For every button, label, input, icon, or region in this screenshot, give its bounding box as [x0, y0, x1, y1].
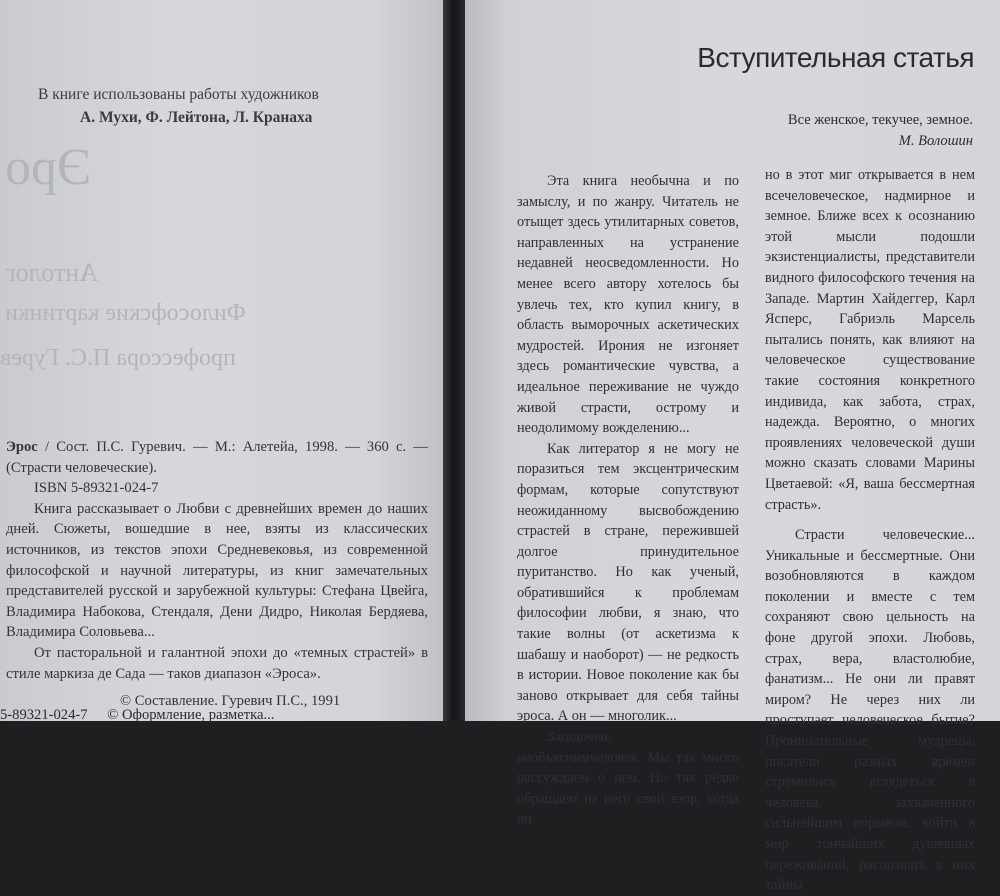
ghost-title: Эро	[5, 139, 92, 196]
left-page	[0, 0, 443, 721]
epigraph-text: Все женское, текучее, земное.	[787, 112, 973, 128]
body-paragraph: Загадочен, необъяснимчеловек. Мы так много рассуждаем о нем. Но так редко обращаем на него свой взор, когда он	[517, 729, 739, 828]
text-column-right	[765, 165, 975, 896]
body-paragraph: Как литератор я не могу не поразиться тем эксцентрическим формам, которые сопутствуют неожиданному высвобождению страстей в стране, пережившей долгое принудительное пуританство. Но как ученый, обратившийся к проблемам философии любви, я знаю, что такие волны (от аскетизма к шабашу и наоборот) — не редкость в истории. Новое поколение как бы заново открывает для себя тайны эроса. А он — многолик...	[517, 440, 739, 725]
epigraph-author: М. Волошин	[898, 133, 973, 149]
ghost-line: профессора П.С. Гурев	[0, 345, 236, 371]
biblio-entry	[6, 437, 428, 478]
epigraph	[788, 110, 973, 152]
ghost-line: Антолог	[5, 258, 99, 287]
isbn-bottom: 5-89321-024-7	[0, 707, 88, 721]
bibliographic-block	[6, 437, 428, 684]
copyright-line: © Оформление, разметка...	[107, 707, 275, 721]
biblio-details: / Сост. П.С. Гуревич. — М.: Алетейа, 1998. — 360 с. — (Страсти человеческие).	[6, 439, 428, 476]
annotation-paragraph: Книга рассказывает о Любви с древнейших времен до наших дней. Сюжеты, вошедшие в нее, взяты из классических источников, из текстов эпохи Средневековья, из современной философской и научной литературы, из книг замечательных представителей русской и зарубежной культуры: Стефана Цвейга, Владимира Набокова, Стендаля, Дени Дидро, Николая Бердяева, Владимира Соловьева...	[6, 500, 428, 641]
body-paragraph: Страсти человеческие... Уникальные и бессмертные. Они возобновляются в каждом поколении и вместе с тем сохраняют свою цельность на фоне другой эпохи. Любовь, страх, вера, властолюбие, фанатизм... Не они ли правят миром? Не через них ли проступает человеческое бытие? Проницательные мудрецы, писатели разных времен стремились вглядеться в человека, захваченного сильнейшим порывом, войти в мир тончайших душевных переживаний, распознать в них тайны	[765, 527, 975, 894]
body-paragraph: Эта книга необычна и по замыслу, и по жанру. Читатель не отыщет здесь утилитарных советов, направленных на устранение недавней неосведомленности. Но менее всего автору хотелось бы увлечь тех, кто купил книгу, в область выморочных аскетических мудростей. Ирония не изгоняет здесь романтические чувства, а идеальное переживание не чуждо живой страсти, острому и неодолимому вожделению...	[517, 173, 739, 437]
book-gutter	[443, 0, 465, 721]
illustrations-note: В книге использованы работы художников	[38, 86, 319, 103]
artists-list: А. Мухи, Ф. Лейтона, Л. Кранаха	[80, 109, 313, 126]
isbn: ISBN 5-89321-024-7	[34, 480, 159, 497]
text-column-left	[517, 171, 739, 830]
copyright-line: © Составление. Гуревич П.С., 1991	[120, 693, 341, 709]
ghost-line: Философские картинки	[5, 300, 246, 326]
biblio-title: Эрос	[6, 439, 38, 455]
annotation-paragraph: От пасторальной и галантной эпохи до «темных страстей» в стиле маркиза де Сада — таков диапазон «Эроса».	[6, 644, 428, 682]
body-paragraph: но в этот миг открывается в нем всечеловеческое, надмирное и земное. Ближе всех к осознанию этой мысли подошли экзистенциалисты, представители видного философского течения на Западе. Мартин Хайдеггер, Карл Ясперс, Габриэль Марсель пытались понять, как влияют на человеческое существование такие состояния конкретного индивида, как забота, страх, надежда. Вероятно, о многих проявлениях человеческой души можно сказать словами Марины Цветаевой: «Я, ваша бессмертная страсть».	[765, 167, 975, 513]
copyright-row	[0, 707, 440, 721]
page-title: Вступительная статья	[697, 42, 974, 73]
